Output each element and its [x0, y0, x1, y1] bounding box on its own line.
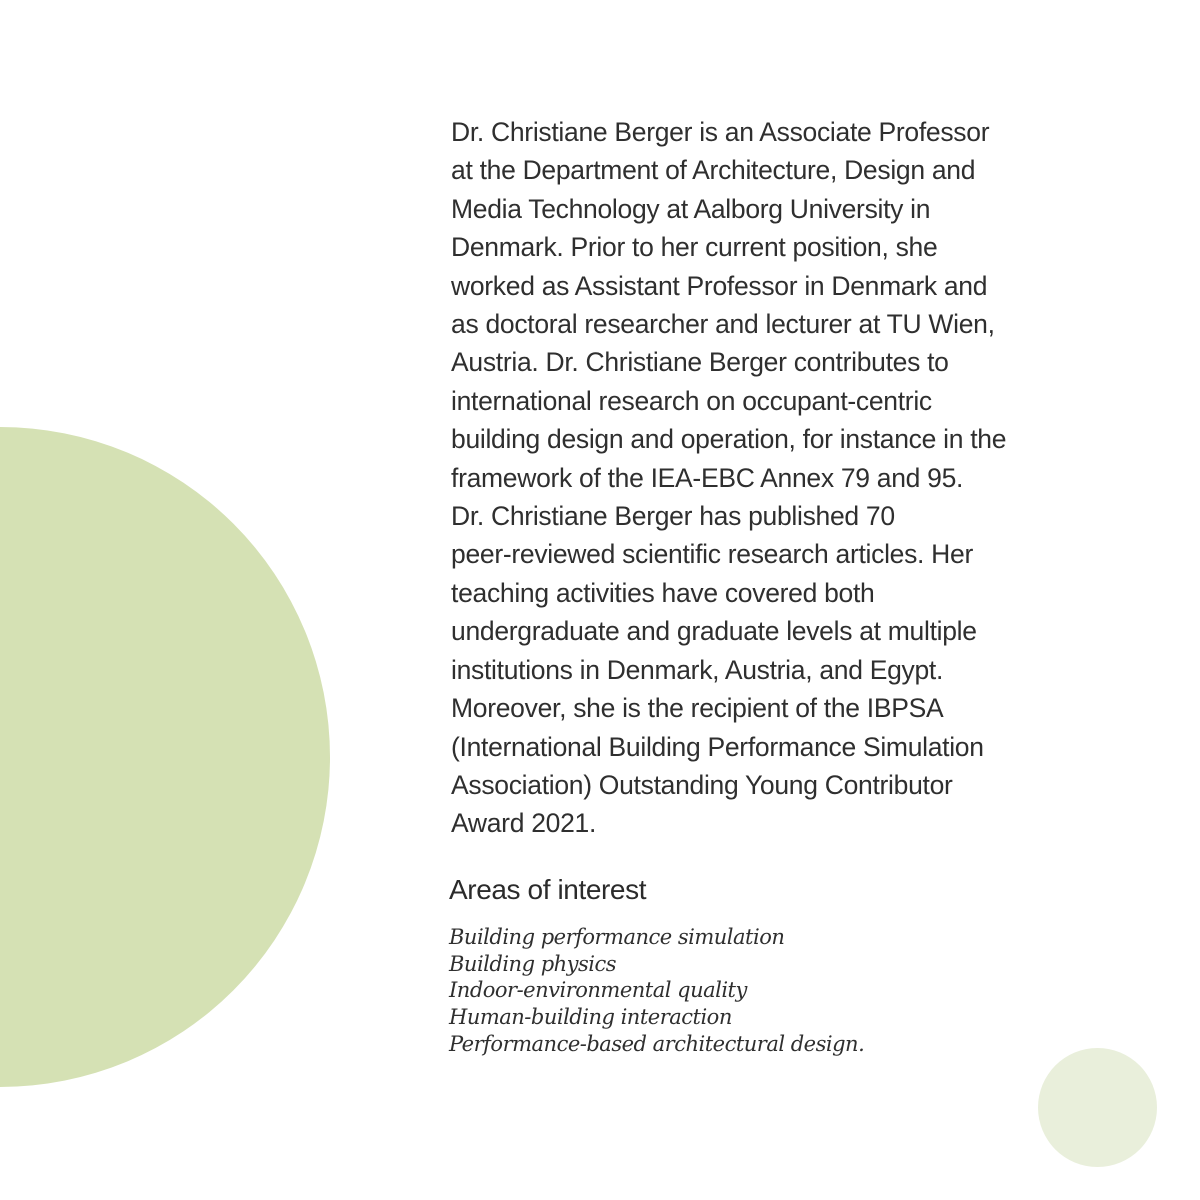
profile-content: [451, 113, 1061, 1058]
bio-line: Denmark. Prior to her current position, she: [451, 232, 938, 263]
decorative-small-circle: [1038, 1048, 1157, 1167]
bio-line: Austria. Dr. Christiane Berger contributes to: [451, 347, 949, 378]
list-item: Building physics: [449, 951, 617, 976]
list-item: Human-building interaction: [449, 1005, 732, 1030]
list-item: Building performance simulation: [449, 924, 785, 949]
bio-line: Dr. Christiane Berger is an Associate Professor: [451, 117, 990, 147]
bio-line: institutions in Denmark, Austria, and Egypt.: [451, 654, 944, 685]
bio-line: Award 2021.: [451, 808, 597, 839]
list-item: Indoor-environmental quality: [449, 978, 747, 1003]
bio-line: Moreover, she is the recipient of the IBPSA: [451, 693, 944, 724]
areas-of-interest-heading: Areas of interest: [449, 873, 647, 905]
bio-line: (International Building Performance Simulation: [451, 731, 984, 762]
bio-paragraph: [451, 113, 1061, 843]
bio-line: peer-reviewed scientific research articles. Her: [451, 539, 973, 570]
bio-line: Dr. Christiane Berger has published 70: [451, 501, 895, 532]
bio-line: international research on occupant-centric: [451, 385, 932, 416]
bio-line: Association) Outstanding Young Contributor: [451, 769, 953, 800]
areas-of-interest-list: [449, 924, 1061, 1058]
bio-line: building design and operation, for instance in the: [451, 424, 1007, 455]
bio-line: worked as Assistant Professor in Denmark and: [451, 270, 988, 301]
bio-line: framework of the IEA-EBC Annex 79 and 95.: [451, 462, 964, 493]
bio-line: at the Department of Architecture, Design and: [451, 155, 976, 186]
bio-line: as doctoral researcher and lecturer at TU Wien,: [451, 309, 995, 340]
bio-line: undergraduate and graduate levels at multiple: [451, 616, 977, 647]
decorative-large-circle: [0, 427, 330, 1087]
bio-line: teaching activities have covered both: [451, 577, 875, 608]
list-item: Performance-based architectural design.: [449, 1031, 865, 1056]
bio-line: Media Technology at Aalborg University in: [451, 193, 931, 224]
